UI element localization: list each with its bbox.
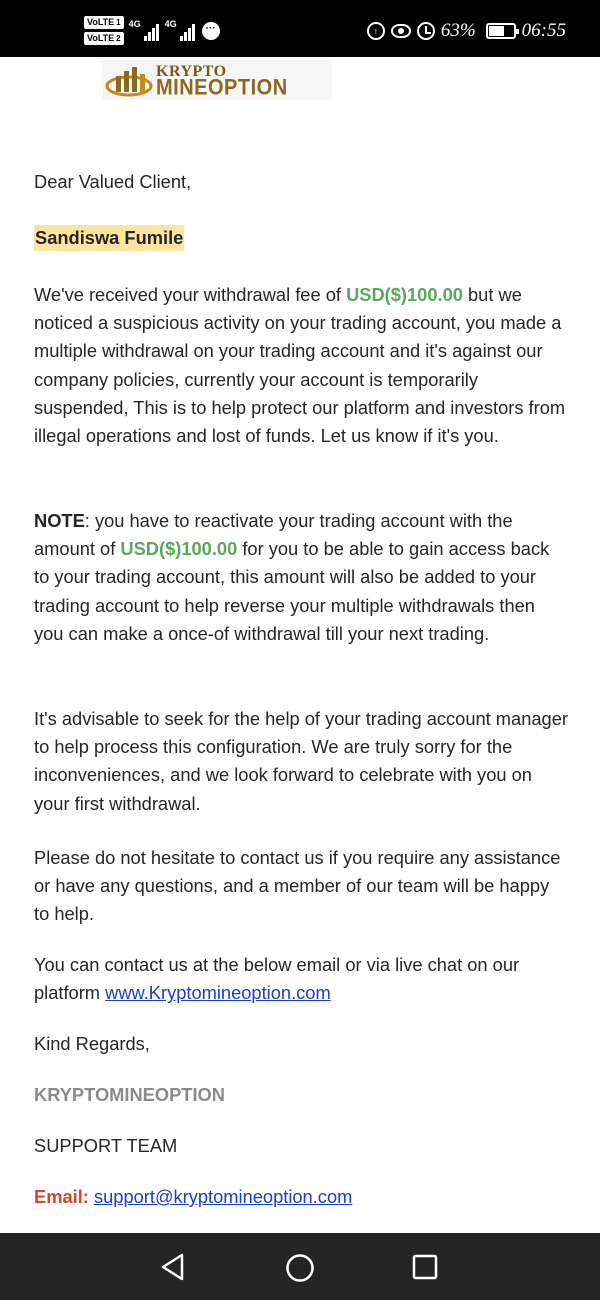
logo-text: [156, 63, 288, 101]
company-logo: [102, 60, 332, 100]
navigation-bar: [0, 1233, 600, 1300]
data-saver-icon: ↑: [367, 22, 385, 40]
volte-label: VoLTE: [87, 33, 115, 43]
volte-badge-1: [84, 16, 124, 29]
battery-percent: 63%: [440, 20, 476, 41]
logo-bottom-text: MINEOPTION: [156, 75, 288, 101]
amount-highlight: USD($)100.00: [120, 538, 238, 560]
volte-indicators: [84, 16, 124, 45]
text-segment: We've received your withdrawal fee of: [34, 284, 347, 305]
signal-icon-1: [128, 18, 160, 41]
paragraph-advice: It's advisable to seek for the help of your trading account manager to help process this configuration. We are truly sorry for the inconveniences, and we look forward to celebrate with you on your first withdrawal.: [34, 708, 568, 814]
text-segment: You can contact us at the below email or via live chat on our platform: [34, 954, 520, 1004]
sim-number: 2: [116, 34, 121, 43]
network-type-label: 4G: [164, 18, 177, 29]
recent-square-icon[interactable]: [412, 1254, 438, 1280]
alarm-icon: [417, 22, 435, 40]
signal-icon-2: [164, 18, 196, 41]
contact-email-line: [34, 1183, 352, 1211]
sim-number: 1: [116, 18, 121, 27]
paragraph-contact: Please do not hesitate to contact us if you require any assistance or have any questions, and a member of our team will be happy to help.: [34, 847, 561, 925]
greeting: Dear Valued Client,: [34, 171, 192, 192]
website-link[interactable]: www.Kryptomineoption.com: [105, 982, 331, 1004]
logo-mark-icon: [104, 62, 154, 98]
text-segment: but we noticed a suspicious activity on your trading account, you made a multiple withdrawal on your trading account and it's against our company policies, currently your account is temporarily suspended, This is to help protect our platform and investors from illegal operations and lost of funds. Let us know if it's you.: [34, 284, 566, 447]
status-bar: [0, 0, 600, 57]
team-name: SUPPORT TEAM: [34, 1135, 178, 1156]
support-email-link[interactable]: support@kryptomineoption.com: [93, 1186, 353, 1207]
paragraph-withdrawal-fee: [34, 281, 569, 450]
note-label: NOTE: [34, 510, 85, 531]
email-label: Email:: [34, 1186, 89, 1207]
amount-highlight: USD($)100.00: [346, 284, 463, 305]
paragraph-note: [34, 507, 569, 648]
paragraph-live-chat: [34, 951, 569, 1007]
network-type-label: 4G: [128, 18, 141, 29]
text-segment: : you have to reactivate your trading account with the amount of: [34, 510, 513, 560]
chat-bubble-icon: ···: [202, 22, 220, 40]
logo-top-text: KRYPTO: [156, 63, 227, 80]
eye-icon: [391, 24, 411, 38]
company-name: KRYPTOMINEOPTION: [34, 1084, 225, 1105]
recipient-name: Sandiswa Fumile: [34, 225, 184, 251]
status-left: [84, 16, 220, 45]
battery-icon: [486, 23, 516, 39]
text-segment: for you to be able to gain access back to your trading account, this amount will also be added to your trading account to help reverse your multiple withdrawals then you can make a once-of withdrawal till your next trading.: [34, 538, 550, 644]
home-circle-icon[interactable]: [285, 1253, 315, 1283]
volte-badge-2: [84, 32, 124, 45]
clock: 06:55: [521, 20, 566, 41]
status-right: [367, 20, 566, 42]
closing: Kind Regards,: [34, 1033, 150, 1054]
volte-label: VoLTE: [87, 17, 115, 27]
